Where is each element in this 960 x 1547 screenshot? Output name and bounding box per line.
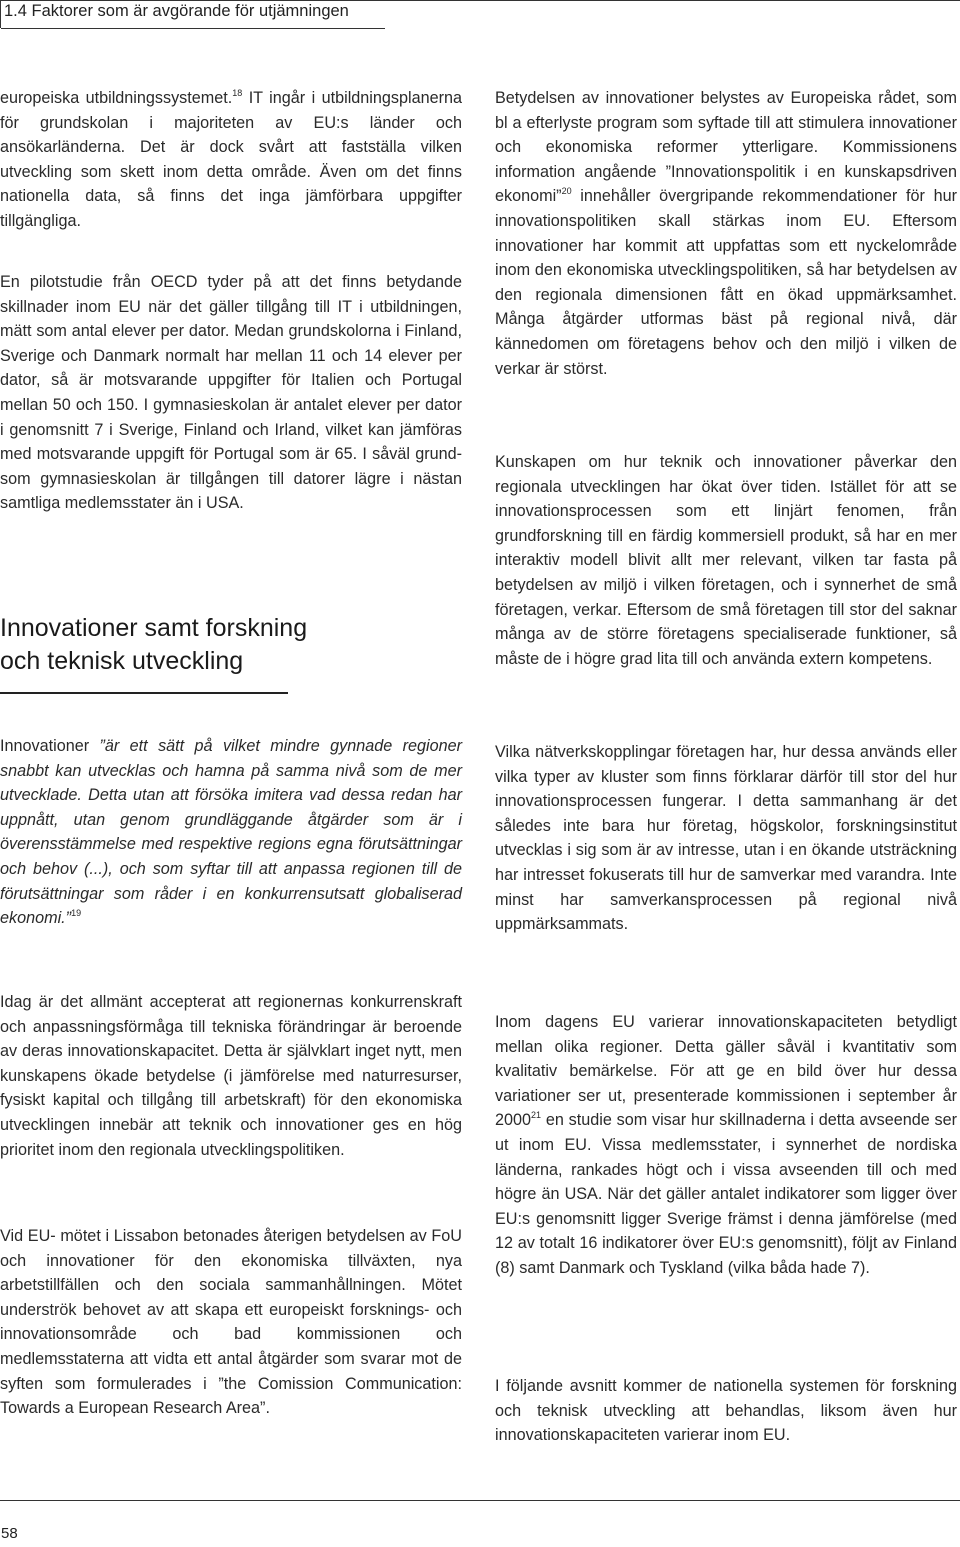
right-p4-text-b: en studie som visar hur skillnaderna i detta avseende ser ut inom EU. Vissa medlemsstater, i synnerhet de nordiska länderna, rankades högt och i vissa avseenden till och med högre än USA. När det gäller antalet indikatorer som ligger över EU:s genomsnitt ligger Sverige främst i denna jämförelse (med 12 av totalt 16 indikatorer över EU:s genomsnitt), följt av Finland (8) samt Danmark och Tyskland (vilka båda hade 7). — [495, 1111, 957, 1277]
footnote-ref-19: 19 — [71, 908, 82, 919]
section-heading — [0, 612, 462, 678]
left-paragraph-5 — [0, 1224, 462, 1421]
quote-intro: Innovationer — [0, 737, 100, 755]
left-p1-text-a: europeiska utbildningssystemet. — [0, 89, 233, 107]
right-paragraph-1 — [495, 86, 957, 381]
section-heading-line-1: Innovationer samt forskning — [0, 614, 308, 642]
right-p5-text: I följande avsnitt kommer de nationella systemen för forskning och teknisk utveckling att behandlas, liksom även hur innovationskapaciteten varierar inom EU. — [495, 1377, 957, 1445]
heading-rule — [0, 692, 288, 694]
right-paragraph-4 — [495, 1010, 957, 1281]
section-heading-line-2: och teknisk utveckling — [0, 647, 244, 675]
left-paragraph-4 — [0, 990, 462, 1162]
right-paragraph-3 — [495, 740, 957, 937]
left-p4-text: Idag är det allmänt accepterat att regionernas konkurrenskraft och anpassningsförmåga till tekniska förändringar är beroende av deras innovationskapacitet. Detta är självklart inget nytt, men kunskapens ökade betydelse (i jämförelse med naturresurser, fysiskt kapital och tillgång till arbetskraft) för den ekonomiska utvecklingen innebär att teknik och innovationer ges en hög prioritet inom den regionala utvecklingspolitiken. — [0, 993, 462, 1159]
quote-text: ”är ett sätt på vilket mindre gynnade regioner snabbt kan utvecklas och hamna på samma nivå som de mer utvecklade. Detta utan att försöka imitera vad dessa redan har uppnått, utan genom grundläggande åtgärder som är i överensstämmelse med respektive regions egna förutsättningar och behov (...), och som syftar till att anpassa regionen till de förutsättningar som råder i en konkurrensutsatt globaliserad ekonomi.” — [0, 737, 462, 928]
footnote-ref-21: 21 — [531, 1110, 542, 1121]
left-p1-text-b: IT ingår i utbildningsplanerna för grundskolan i majoriteten av EU:s länder och ansökarländerna. Det är dock svårt att fastställa vilken utveckling som skett inom detta område. Även om det finns nationella data, så finns det inga jämförbara uppgifter tillgängliga. — [0, 89, 462, 230]
footnote-ref-20: 20 — [561, 186, 572, 197]
left-quote-paragraph — [0, 734, 462, 931]
left-p2-text: En pilotstudie från OECD tyder på att det finns betydande skillnader inom EU när det gäller tillgång till IT i utbildningen, mätt som antal elever per dator. Medan grundskolorna i Finland, Sverige och Danmark normalt har mellan 11 och 14 elever per dator, så är motsvarande uppgifter för Italien och Portugal mellan 50 och 150. I gymnasieskolan är antalet elever per dator i genomsnitt 7 i Sverige, Finland och Irland, vilket kan jämföras med motsvarande uppgift för Portugal som är 65. I såväl grund- som gymnasieskolan är tillgången till datorer lägre i nästan samtliga medlemsstater än i USA. — [0, 273, 462, 513]
page-number: 58 — [1, 1525, 18, 1542]
right-p4-text-a: Inom dagens EU varierar innovationskapaciteten betydligt mellan olika regioner. Detta gäller såväl i kvantitativ som kvalitativ bemärkelse. För att ge en bild över hur dessa variationer ser ut, presenterade kommissionen i september år 2000 — [495, 1013, 957, 1130]
left-p5-text: Vid EU- mötet i Lissabon betonades återigen betydelsen av FoU och innovationer för den ekonomiska tillväxten, nya arbetstillfällen och den sociala sammanhållningen. Mötet underströk behovet av att skapa ett europeiskt forsknings- och innovationsområde och bad kommissionen och medlemsstaterna att vidta ett antal åtgärder som svarar mot de syften som formulerades i ”the Comission Communication: Towards a European Research Area”. — [0, 1227, 462, 1418]
left-paragraph-2 — [0, 270, 462, 516]
footnote-ref-18: 18 — [232, 88, 243, 98]
right-p1-text-b: innehåller övergripande rekommendationer för hur innovationspolitiken skall stärkas inom EU. Eftersom innovationer har kommit att uppfattas som ett nyckelområde inom den ekonomiska utvecklingspolitiken, så har betydelsen av den regionala dimensionen fått en ökad uppmärksamhet. Många åtgärder utformas bäst på regional nivå, där kännedomen om företagens behov och den miljö i vilken de verkar är störst. — [495, 187, 957, 378]
running-header — [0, 0, 960, 28]
header-rule — [1, 28, 385, 29]
right-p3-text: Vilka nätverkskopplingar företagen har, hur dessa används eller vilka typer av kluster som finns förklarar därför till stor del hur innovationsprocessen fungerar. I detta sammanhang är det således inte bara hur företag, högskolor, forskningsinstitut utvecklas i sig som är av intresse, utan i en ökande utsträckning har intresset fokuserats till hur de samverkar med varandra. Inte minst har samverkansprocessen på regional nivå uppmärksammats. — [495, 743, 957, 934]
left-paragraph-1 — [0, 86, 462, 234]
right-paragraph-5 — [495, 1374, 957, 1448]
right-p1-text-a: Betydelsen av innovationer belystes av Europeiska rådet, som bl a efterlyste program som syftade till att stimulera innovationer och ekonomiska reformer ytterligare. Kommissionens information angående ”Innovationspolitik i en kunskapsdriven ekonomi” — [495, 89, 957, 206]
running-title: 1.4 Faktorer som är avgörande för utjämningen — [4, 2, 349, 20]
right-p2-text: Kunskapen om hur teknik och innovationer påverkar den regionala utvecklingen har ökat över tiden. Istället för att se innovationsprocessen som ett linjärt fenomen, från grundforskning till en färdig kommersiell produkt, så har en mer interaktiv modell blivit allt mer relevant, vilken tar fasta på betydelsen av miljö i vilken företagen, och i synnerhet de små företagen, verkar. Eftersom de små företagen till stor del saknar många av de större företagens specialiserade funktioner, så måste de i högre grad lita till och använda extern kompetens. — [495, 453, 957, 668]
footer-rule — [0, 1500, 960, 1501]
right-paragraph-2 — [495, 450, 957, 671]
